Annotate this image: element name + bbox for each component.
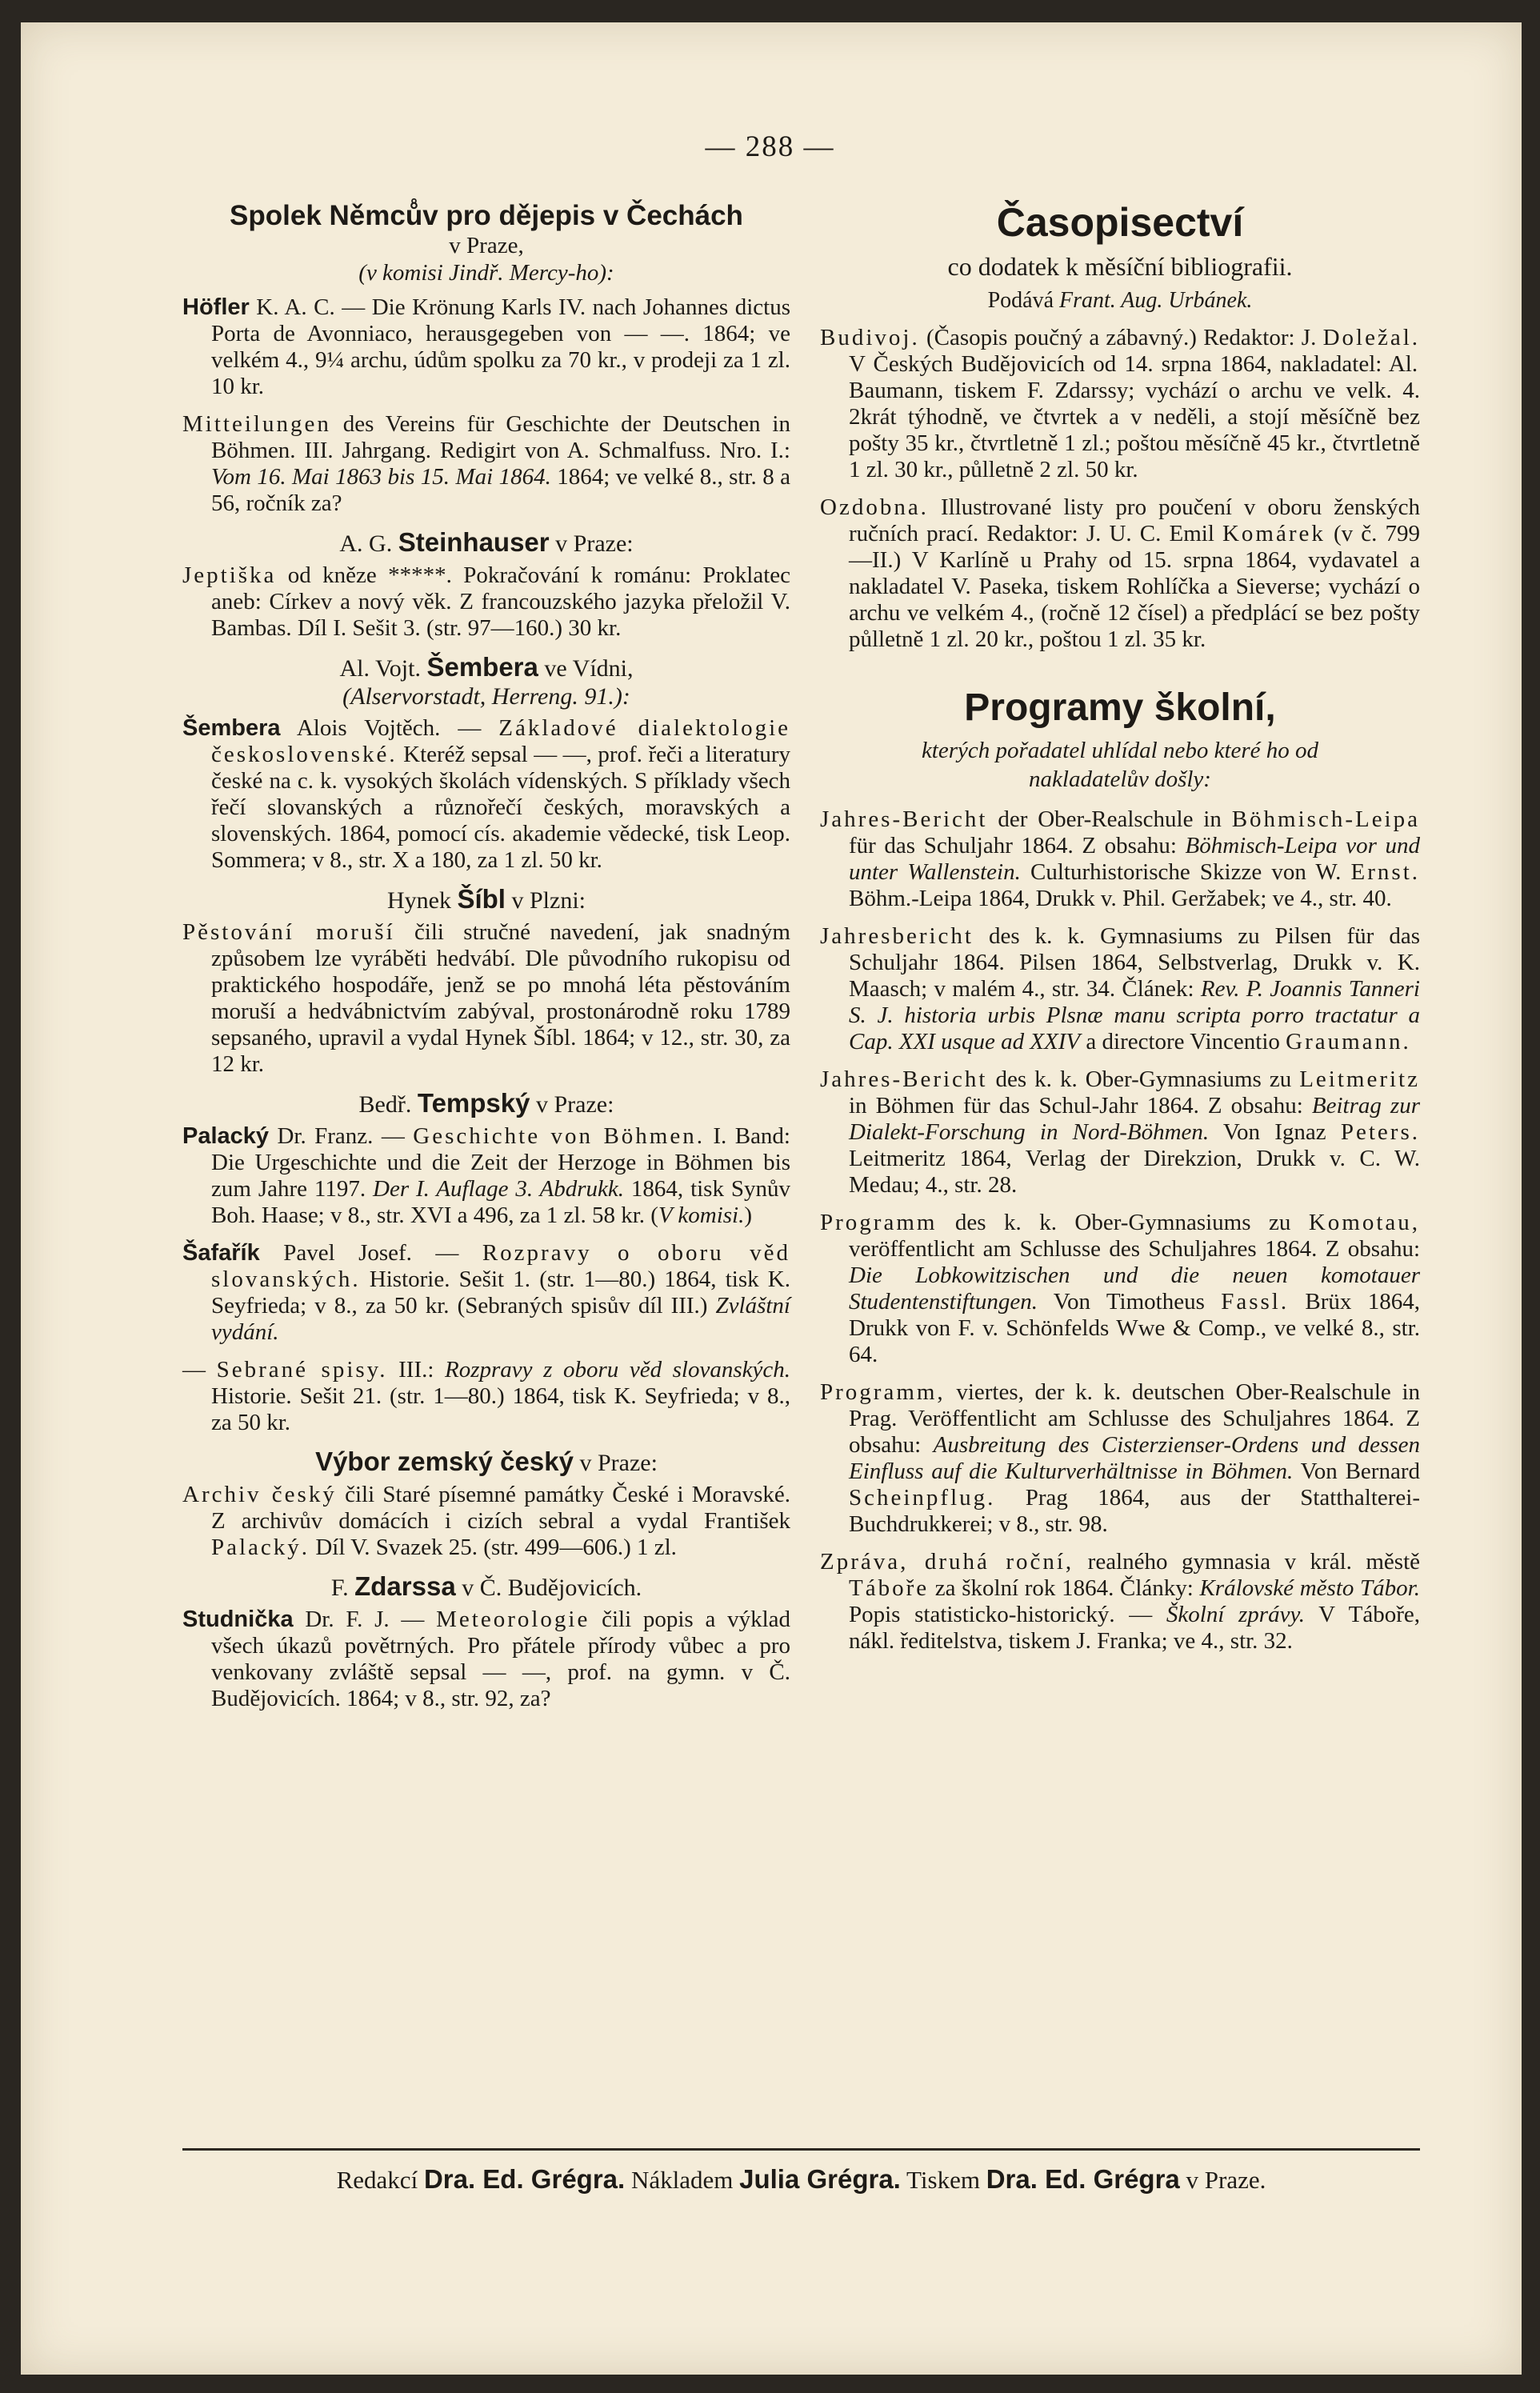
section-title-school-programs: Programy školní, — [964, 686, 1276, 729]
book-entry: Mitteilungen des Vereins für Geschichte der Deutschen in Böhmen. III. Jahrgang. Redigirt von A. Schmalfuss. Nro. I.: Vom 16. Mai 1863 bis 15. Mai 1864. 1864; ve velké 8., str. 8 a 56, ročník za? — [182, 411, 790, 516]
book-entry: Šembera Alois Vojtěch. — Základové dialektologie československé. Kteréž sepsal — —, prof. řeči a literatury české na c. k. vysokých školách vídenských. S příklady všech řečí slovanských a různořečí českých, moravských a slovenských. 1864, pomocí cís. akademie vědecké, tisk Leop. Sommera; v 8., str. X a 180, za 1 zl. 50 kr. — [182, 715, 790, 873]
page-number: — 288 — — [705, 130, 835, 163]
periodical-entry: Ozdobna. Illustrované listy pro poučení v oboru ženských ručních prací. Redaktor: J. U. C. Emil Komárek (v č. 799—II.) V Karlíně u Prahy od 15. srpna 1864, vydavatel a nakladatel V. Paseka, tiskem Rohlíčka a Sieverse; vychází o archu ve velkém 4., (ročně 12 čísel) a předplácí se bez pošty půlletně 1 zl. 20 kr., poštou 1 zl. 35 kr. — [820, 494, 1420, 652]
publisher-address: (Alservorstadt, Herreng. 91.): — [342, 683, 630, 710]
publisher-line: F. Zdarssa v Č. Budějovicích. — [330, 1571, 642, 1601]
publisher-line: Výbor zemský český v Praze: — [315, 1447, 658, 1476]
publisher-line: Bedř. Tempský v Praze: — [358, 1088, 614, 1118]
publisher-line: Al. Vojt. Šembera ve Vídni, — [339, 652, 634, 682]
book-entry: Palacký Dr. Franz. — Geschichte von Böhmen. I. Band: Die Urgeschichte und die Zeit der Herzoge in Böhmen bis zum Jahre 1197. Der I. Auflage 3. Abdrukk. 1864, tisk Synův Boh. Haase; v 8., str. XVI a 496, za 1 zl. 58 kr. (V komisi.) — [182, 1123, 790, 1228]
book-entry: — Sebrané spisy. III.: Rozpravy z oboru věd slovanských. Historie. Sešit 21. (str. 1—80.) 1864, tisk K. Seyfrieda; v 8., za 50 kr. — [182, 1357, 791, 1435]
program-entry: Jahres-Bericht des k. k. Ober-Gymnasiums zu Leitmeritz in Böhmen für das Schul-Jahr 1864. Z obsahu: Beitrag zur Dialekt-Forschung in Nord-Böhmen. Von Ignaz Peters. Leitmeritz 1864, Verlag der Direkzion, Drukk v. C. W. Medau; 4., str. 28. — [820, 1066, 1420, 1198]
book-entry: Jeptiška od kněze *****. Pokračování k románu: Proklatec aneb: Církev a nový věk. Z francouzského jazyka přeložil V. Bambas. Díl I. Sešit 3. (str. 97—160.) 30 kr. — [182, 562, 790, 641]
program-entry: Zpráva, druhá roční, realného gymnasia v král. městě Táboře za školní rok 1864. Články: Královské město Tábor. Popis statisticko-historický. — Školní zprávy. V Táboře, nákl. ředitelstva, tiskem J. Franka; ve 4., str. 32. — [820, 1549, 1421, 1654]
section-title-periodicals: Časopisectví — [996, 200, 1244, 245]
program-entry: Programm des k. k. Ober-Gymnasiums zu Komotau, veröffentlicht am Schlusse des Schuljahres 1864. Z obsahu: Die Lobkowitzischen und die neuen komotauer Studentenstiftungen. Von Timotheus Fassl. Brüx 1864, Drukk von F. v. Schönfelds Wwe & Comp., ve velké 8., str. 64. — [820, 1210, 1420, 1367]
right-column — [820, 200, 1420, 1666]
section-subtitle-line: nakladatelův došly: — [1029, 766, 1211, 792]
book-entry: Studnička Dr. F. J. — Meteorologie čili popis a výklad všech úkazů povětrných. Pro přátele přírody vůbec a pro venkovany zvláště sepsal — —, prof. na gymn. v Č. Budějovicích. 1864; v 8., str. 92, za? — [182, 1607, 790, 1711]
publisher-line: A. G. Steinhauser v Praze: — [339, 527, 634, 557]
imprint-footer: Redakcí Dra. Ed. Grégra. Nákladem Julia Grégra. Tiskem Dra. Ed. Grégra v Praze. — [336, 2164, 1266, 2194]
program-entry: Programm, viertes, der k. k. deutschen Ober-Realschule in Prag. Veröffentlicht am Schlusse des Schuljahres 1864. Z obsahu: Ausbreitung des Cisterzienser-Ordens und dessen Einfluss auf die Kulturverhältnisse in Böhmen. Von Bernard Scheinpflug. Prag 1864, aus der Statthalterei-Buchdrukkerei; v 8., str. 98. — [820, 1379, 1420, 1537]
book-entry: Archiv český čili Staré písemné památky České i Moravské. Z archivův domácích i cizích sebral a vydal František Palacký. Díl V. Svazek 25. (str. 499—606.) 1 zl. — [182, 1482, 790, 1560]
section-subtitle-line: kterých pořadatel uhlídal nebo které ho od — [921, 738, 1319, 763]
book-entry: Höfler K. A. C. — Die Krönung Karls IV. nach Johannes dictus Porta de Avonniaco, herausgegeben von — —. 1864; ve velkém 4., 9¼ archu, údům spolku za 70 kr., v prodeji za 1 zl. 10 kr. — [182, 294, 790, 399]
publisher-line: Hynek Šíbl v Plzni: — [386, 884, 586, 914]
periodical-entry: Budivoj. (Časopis poučný a zábavný.) Redaktor: J. Doležal. V Českých Budějovicích od 14. srpna 1864, nakladatel: Al. Baumann, tiskem F. Zdarssy; vychází o archu ve velk. 4. 2krát týhodně, ve čtvrtek a v neděli, a stojí měsíčně bez pošty 35 kr., čtvrtletně 1 zl.; poštou měsíčně 45 kr., čtvrtletně 1 zl. 30 kr., půlletně 2 zl. 50 kr. — [820, 325, 1420, 482]
program-entry: Jahresbericht des k. k. Gymnasiums zu Pilsen für das Schuljahr 1864. Pilsen 1864, Selbstverlag, Drukk v. K. Maasch; v malém 4., str. 34. Článek: Rev. P. Joannis Tanneri S. J. historia urbis Plsnæ manu scripta porro tractatur a Cap. XXI usque ad XXIV a directore Vincentio Graumann. — [820, 923, 1420, 1054]
book-entry: Pěstování moruší čili stručné navedení, jak snadným způsobem lze vyráběti hedvábí. Dle původního rukopisu od praktického hospodáře, jenž se po mnohá léta pěstováním moruší a hedvábnictvím zabýval, prostonárodně roku 1789 sepsaného, upravil a vydal Hynek Šíbl. 1864; v 12., str. 30, za 12 kr. — [182, 919, 790, 1077]
footer-divider — [182, 2148, 1420, 2151]
publisher-commission: (v komisi Jindř. Mercy-ho): — [358, 260, 614, 286]
publisher-heading: Spolek Němců̊v pro dějepis v Čechách — [230, 200, 743, 231]
section-subtitle: co dodatek k měsíční bibliografii. — [947, 252, 1293, 281]
left-column — [182, 200, 790, 1723]
book-entry: Šafařík Pavel Josef. — Rozpravy o oboru věd slovanských. Historie. Sešit 1. (str. 1—80.) 1864, tisk K. Seyfrieda; v 8., za 50 kr. (Sebraných spisův díl III.) Zvláštní vydání. — [182, 1240, 790, 1345]
publisher-location: v Praze, — [449, 233, 524, 258]
program-entry: Jahres-Bericht der Ober-Realschule in Böhmisch-Leipa für das Schuljahr 1864. Z obsahu: Böhmisch-Leipa vor und unter Wallenstein. Culturhistorische Skizze von W. Ernst. Böhm.-Leipa 1864, Drukk v. Phil. Geržabek; ve 4., str. 40. — [820, 806, 1420, 911]
section-byline: Podává Frant. Aug. Urbánek. — [987, 288, 1253, 313]
